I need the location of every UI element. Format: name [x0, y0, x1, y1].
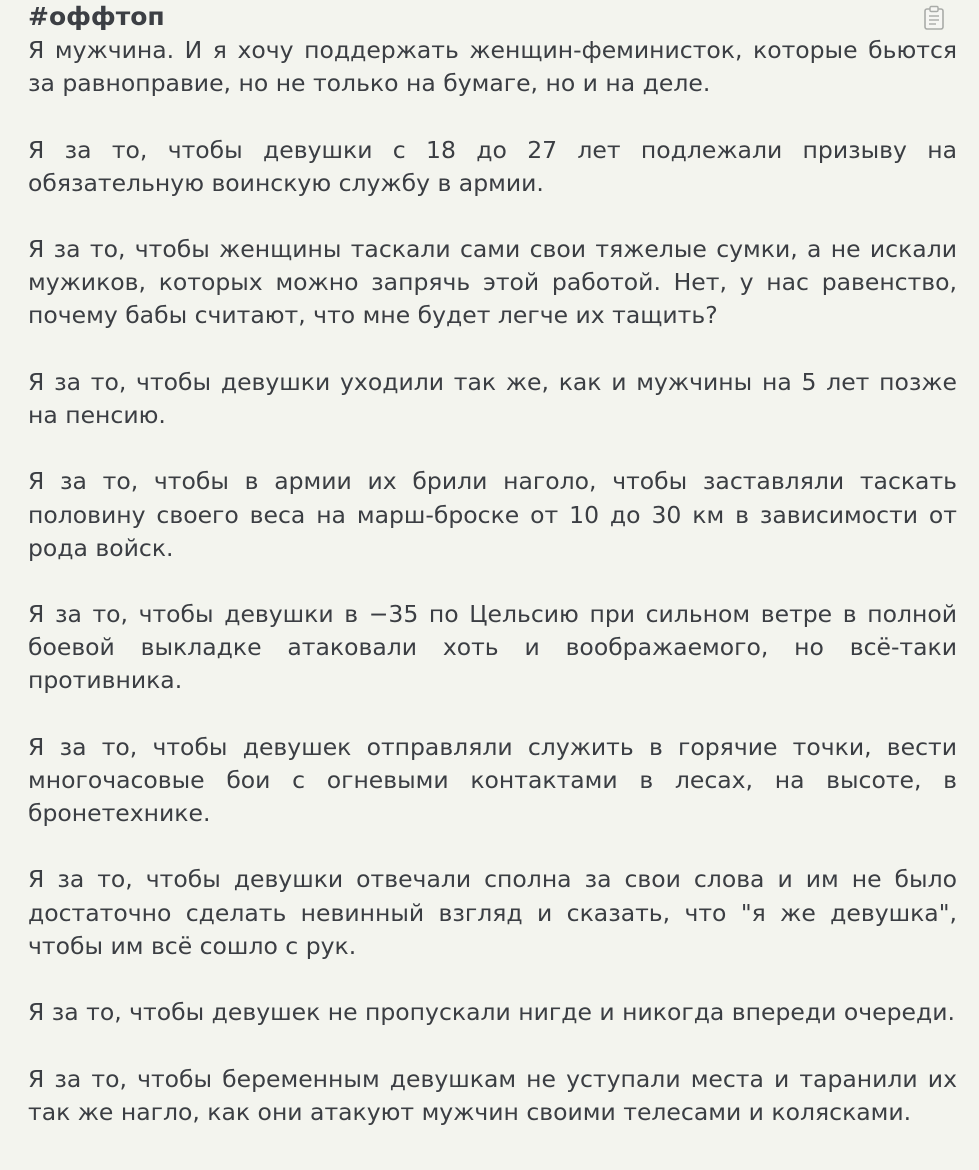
post-paragraph: Я за то, чтобы девушки с 18 до 27 лет подлежали призыву на обязательную воинскую службу в армии. — [28, 135, 957, 197]
post-paragraph: Я за то, чтобы в армии их брили наголо, чтобы заставляли таскать половину своего веса на марш-броске от 10 до 30 км в зависимости от рода войск. — [28, 467, 957, 562]
post-paragraph: Я мужчина. И я хочу поддержать женщин-феминисток, которые бьются за равноправие, но не только на бумаге, но и на деле. — [28, 36, 957, 98]
post-paragraph: Я за то, чтобы девушек не пропускали нигде и никогда впереди очереди. — [28, 998, 955, 1027]
post-paragraph: Я за то, чтобы девушки в −35 по Цельсию при сильном ветре в полной боевой выкладке атаковали хоть и воображаемого, но всё-таки противника. — [28, 600, 957, 695]
hashtag-link[interactable]: #оффтоп — [28, 2, 165, 31]
post-paragraph: Я за то, чтобы девушки отвечали сполна за свои слова и им не было достаточно сделать невинный взгляд и сказать, что "я же девушка", чтобы им всё сошло с рук. — [28, 865, 957, 960]
post-paragraph: Я за то, чтобы женщины таскали сами свои тяжелые сумки, а не искали мужиков, которых можно запрячь этой работой. Нет, у нас равенство, почему бабы считают, что мне будет легче их тащить? — [28, 235, 957, 330]
clipboard-icon[interactable] — [921, 4, 947, 32]
post-paragraph: Я за то, чтобы девушек отправляли служить в горячие точки, вести многочасовые бои с огневыми контактами в лесах, на высоте, в бронетехнике. — [28, 732, 957, 827]
post-paragraph: Я за то, чтобы беременным девушкам не уступали места и таранили их так же нагло, как они атакуют мужчин своими телесами и колясками. — [28, 1064, 957, 1126]
post-body — [28, 34, 957, 1129]
post-paragraph: Я за то, чтобы девушки уходили так же, как и мужчины на 5 лет позже на пенсию. — [28, 367, 957, 429]
clipboard-icon-graphic — [923, 5, 945, 31]
